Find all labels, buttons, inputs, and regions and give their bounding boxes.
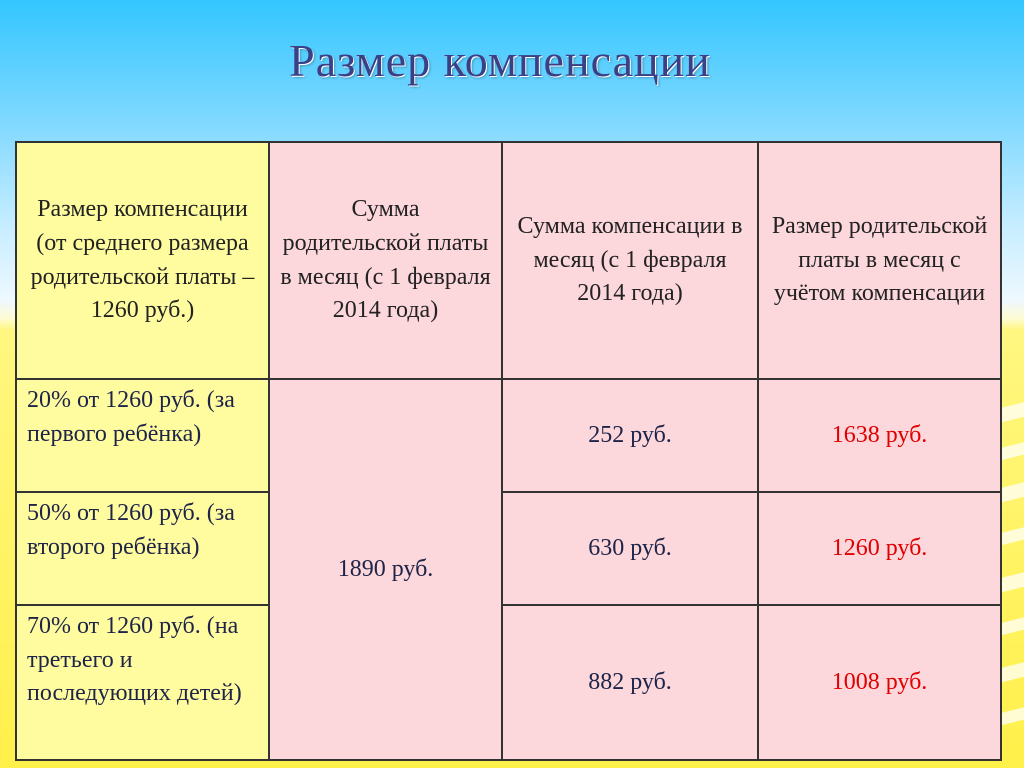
row-share-third-child: 70% от 1260 руб. (на третьего и последующих детей) [16, 605, 269, 760]
header-row [16, 142, 1001, 379]
header-compensation-share: Размер компенсации (от среднего размера родительской платы – 1260 руб.) [16, 142, 269, 379]
row-share-first-child: 20% от 1260 руб. (за первого ребёнка) [16, 379, 269, 492]
row-fee-after-second: 1260 руб. [758, 492, 1001, 605]
row-fee-after-first: 1638 руб. [758, 379, 1001, 492]
row-fee-after-third: 1008 руб. [758, 605, 1001, 760]
row-compensation-first: 252 руб. [502, 379, 758, 492]
header-parent-fee: Сумма родительской платы в месяц (с 1 февраля 2014 года) [269, 142, 502, 379]
header-fee-after-compensation: Размер родительской платы в месяц с учётом компенсации [758, 142, 1001, 379]
row-compensation-third: 882 руб. [502, 605, 758, 760]
header-compensation-amount: Сумма компенсации в месяц (с 1 февраля 2014 года) [502, 142, 758, 379]
row-compensation-second: 630 руб. [502, 492, 758, 605]
table-row [16, 492, 1001, 605]
table-row [16, 605, 1001, 760]
row-share-second-child: 50% от 1260 руб. (за второго ребёнка) [16, 492, 269, 605]
table-row [16, 379, 1001, 492]
merged-parent-fee: 1890 руб. [269, 379, 502, 760]
page-title: Размер компенсации [289, 35, 711, 86]
compensation-table [15, 141, 1002, 761]
